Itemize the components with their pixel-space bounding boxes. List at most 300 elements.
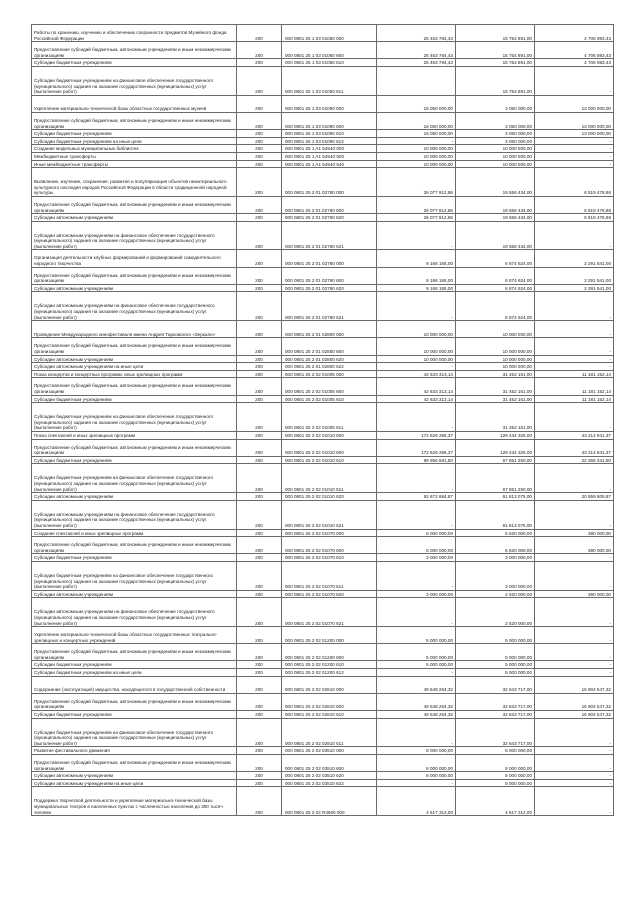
row-executed-amount-cell: 10 000 000,00 (456, 321, 535, 338)
budget-table-body (32, 25, 614, 816)
row-name-cell: Субсидии бюджетным учреждениям на финансовое обеспечение государственного (муниципального) задания на оказание государственных (муниципальных) услуг (выполнение работ) (32, 464, 237, 493)
row-name-cell: Создание спектаклей и иных зрелищных программ (32, 529, 237, 537)
table-row (32, 718, 614, 747)
row-approved-amount-cell: 5 000 000,00 (377, 627, 456, 644)
row-approved-amount-cell: 25 463 784,43 (377, 59, 456, 67)
table-row (32, 755, 614, 772)
row-remaining-amount-cell: - (535, 500, 614, 529)
row-name-cell: Предоставление субсидий бюджетным, автономным учреждениям и иным некоммерческим организациям (32, 644, 237, 661)
row-remaining-amount-cell: - (535, 292, 614, 321)
table-row (32, 321, 614, 338)
table-row (32, 160, 614, 168)
row-name-cell: Субсидии бюджетным учреждениям на финансовое обеспечение государственного (муниципального) задания на оказание государственных (муниципальных) услуг (выполнение работ) (32, 66, 237, 95)
row-line-code-cell: 200 (237, 338, 282, 355)
row-approved-amount-cell: 49 548 264,32 (377, 676, 456, 693)
row-name-cell: Предоставление субсидий бюджетным, автономным учреждениям и иным некоммерческим организациям (32, 196, 237, 213)
row-remaining-amount-cell: - (535, 787, 614, 816)
table-row (32, 493, 614, 501)
row-classification-code-cell: 000 0801 25 2 02 01070 610 (282, 554, 377, 562)
row-line-code-cell: 200 (237, 395, 282, 403)
table-row (32, 711, 614, 719)
table-row (32, 747, 614, 755)
row-line-code-cell: 200 (237, 661, 282, 669)
row-executed-amount-cell: 8 000 000,00 (456, 747, 535, 755)
row-line-code-cell: 200 (237, 25, 282, 42)
row-classification-code-cell: 000 0801 25 2 02 02810 600 (282, 693, 377, 710)
row-name-cell: Субсидии бюджетным учреждениям (32, 711, 237, 719)
row-line-code-cell: 200 (237, 676, 282, 693)
row-classification-code-cell: 000 0801 25 2 01 02800 600 (282, 338, 377, 355)
row-approved-amount-cell: - (377, 464, 456, 493)
row-classification-code-cell: 000 0801 25 2 02 01005 600 (282, 378, 377, 395)
row-remaining-amount-cell: 6 519 478,86 (535, 196, 614, 213)
row-classification-code-cell: 000 0801 25 2 01 02790 621 (282, 292, 377, 321)
table-row (32, 772, 614, 780)
row-line-code-cell: 200 (237, 537, 282, 554)
row-remaining-amount-cell: - (535, 363, 614, 371)
row-line-code-cell: 200 (237, 403, 282, 432)
row-executed-amount-cell: 31 452 161,00 (456, 395, 535, 403)
table-row (32, 137, 614, 145)
row-classification-code-cell: 000 0801 25 2 02 01200 000 (282, 627, 377, 644)
row-name-cell: Субсидии автономным учреждениям (32, 590, 237, 598)
row-approved-amount-cell: 25 463 784,43 (377, 25, 456, 42)
row-remaining-amount-cell: 13 000 000,00 (535, 95, 614, 112)
row-remaining-amount-cell: 4 706 893,43 (535, 42, 614, 59)
row-executed-amount-cell: 19 558 434,00 (456, 168, 535, 197)
row-classification-code-cell: 000 0801 25 1 03 01090 610 (282, 130, 377, 138)
row-approved-amount-cell: 25 463 784,43 (377, 42, 456, 59)
row-line-code-cell: 200 (237, 160, 282, 168)
table-row (32, 59, 614, 67)
row-line-code-cell: 200 (237, 363, 282, 371)
row-remaining-amount-cell: - (535, 561, 614, 590)
row-remaining-amount-cell: 380 000,00 (535, 590, 614, 598)
table-row (32, 145, 614, 153)
table-row (32, 196, 614, 213)
table-row (32, 250, 614, 267)
table-row (32, 267, 614, 284)
table-row (32, 95, 614, 112)
row-executed-amount-cell: 3 000 000,00 (456, 554, 535, 562)
row-name-cell: Предоставление субсидий бюджетным, автономным учреждениям и иным некоммерческим организациям (32, 338, 237, 355)
row-classification-code-cell: 000 0801 25 1 03 01050 611 (282, 66, 377, 95)
row-approved-amount-cell: 6 000 000,00 (377, 537, 456, 554)
row-name-cell: Показ спектаклей и иных зрелищных программ (32, 431, 237, 439)
row-line-code-cell: 200 (237, 370, 282, 378)
row-classification-code-cell: 000 0801 25 1 03 01050 610 (282, 59, 377, 67)
row-name-cell: Поддержка творческой деятельности и укрепление материально-технической базы муниципальных театров в населенных пунктах с численностью населения до 300 тысяч человек (32, 787, 237, 816)
row-executed-amount-cell: 61 813 075,00 (456, 493, 535, 501)
row-name-cell: Субсидии бюджетным учреждениям (32, 395, 237, 403)
table-row (32, 42, 614, 59)
row-classification-code-cell: 000 0801 25 2 02 01070 620 (282, 590, 377, 598)
table-row (32, 669, 614, 677)
row-executed-amount-cell: 5 620 000,00 (456, 537, 535, 554)
row-classification-code-cell: 000 0801 25 2 01 02780 621 (282, 221, 377, 250)
row-approved-amount-cell: 172 629 266,37 (377, 439, 456, 456)
row-name-cell: Субсидии бюджетным учреждениям (32, 661, 237, 669)
row-approved-amount-cell: 10 000 000,00 (377, 355, 456, 363)
row-name-cell: Субсидии автономным учреждениям (32, 284, 237, 292)
row-approved-amount-cell: - (377, 779, 456, 787)
row-classification-code-cell: 000 0801 25 1 03 01090 612 (282, 137, 377, 145)
row-name-cell: Предоставление субсидий бюджетным, автономным учреждениям и иным некоммерческим организациям (32, 267, 237, 284)
row-name-cell: Межбюджетные трансферты (32, 152, 237, 160)
row-approved-amount-cell: - (377, 718, 456, 747)
table-row (32, 456, 614, 464)
row-classification-code-cell: 000 0801 25 1 A1 54540 500 (282, 152, 377, 160)
row-remaining-amount-cell: 13 000 000,00 (535, 112, 614, 129)
row-approved-amount-cell: 10 000 000,00 (377, 160, 456, 168)
row-approved-amount-cell: - (377, 561, 456, 590)
row-classification-code-cell: 000 0801 25 2 02 01070 611 (282, 561, 377, 590)
table-row (32, 403, 614, 432)
row-classification-code-cell: 000 0801 25 2 01 02800 622 (282, 363, 377, 371)
row-name-cell: Предоставление субсидий бюджетным, автономным учреждениям и иным некоммерческим организациям (32, 112, 237, 129)
table-row (32, 130, 614, 138)
row-line-code-cell: 200 (237, 431, 282, 439)
row-name-cell: Предоставление субсидий бюджетным, автономным учреждениям и иным некоммерческим организациям (32, 439, 237, 456)
row-remaining-amount-cell: 11 181 152,14 (535, 378, 614, 395)
row-line-code-cell: 200 (237, 321, 282, 338)
row-classification-code-cell: 000 0801 25 2 02 01010 620 (282, 493, 377, 501)
row-executed-amount-cell: 6 874 624,00 (456, 250, 535, 267)
row-executed-amount-cell: 61 813 075,00 (456, 500, 535, 529)
row-approved-amount-cell: 3 000 000,00 (377, 554, 456, 562)
row-remaining-amount-cell: 380 000,00 (535, 529, 614, 537)
table-row (32, 676, 614, 693)
row-name-cell: Предоставление субсидий бюджетным, автономным учреждениям и иным некоммерческим организациям (32, 537, 237, 554)
row-name-cell: Субсидии бюджетным учреждениям (32, 59, 237, 67)
row-executed-amount-cell: 10 000 000,00 (456, 338, 535, 355)
row-executed-amount-cell: 10 000 000,00 (456, 152, 535, 160)
row-name-cell: Субсидии автономным учреждениям (32, 493, 237, 501)
row-executed-amount-cell: 8 000 000,00 (456, 755, 535, 772)
row-classification-code-cell: 000 0801 25 2 01 02790 000 (282, 250, 377, 267)
row-name-cell: Показ концертов и концертных программ, иных зрелищных программ (32, 370, 237, 378)
row-name-cell: Субсидии автономным учреждениям на финансовое обеспечение государственного (муниципального) задания на оказание государственных (муниципальных) услуг (выполнение работ) (32, 292, 237, 321)
row-line-code-cell: 200 (237, 42, 282, 59)
row-approved-amount-cell: 10 000 000,00 (377, 145, 456, 153)
row-approved-amount-cell: - (377, 403, 456, 432)
row-line-code-cell: 200 (237, 627, 282, 644)
row-classification-code-cell: 000 0801 25 2 02 01005 611 (282, 403, 377, 432)
row-executed-amount-cell: 3 000 000,00 (456, 561, 535, 590)
row-remaining-amount-cell: - (535, 718, 614, 747)
row-executed-amount-cell: 32 643 717,00 (456, 676, 535, 693)
row-classification-code-cell: 000 0801 25 2 01 02790 600 (282, 267, 377, 284)
row-classification-code-cell: 000 0801 25 2 02 01005 000 (282, 370, 377, 378)
table-row (32, 66, 614, 95)
row-approved-amount-cell: 16 050 000,00 (377, 130, 456, 138)
row-remaining-amount-cell: - (535, 747, 614, 755)
row-line-code-cell: 200 (237, 500, 282, 529)
row-name-cell: Субсидии бюджетным учреждениям на иные цели (32, 137, 237, 145)
row-line-code-cell: 200 (237, 493, 282, 501)
row-name-cell: Проведение Международного кинофестиваля имени Андрея Тарковского «Зеркало» (32, 321, 237, 338)
row-remaining-amount-cell: - (535, 321, 614, 338)
row-line-code-cell: 200 (237, 221, 282, 250)
row-remaining-amount-cell: - (535, 355, 614, 363)
row-classification-code-cell: 000 0801 25 2 01 02800 620 (282, 355, 377, 363)
row-name-cell: Предоставление субсидий бюджетным, автономным учреждениям и иным некоммерческим организациям (32, 42, 237, 59)
row-line-code-cell: 200 (237, 711, 282, 719)
row-remaining-amount-cell: 20 859 609,87 (535, 493, 614, 501)
row-name-cell: Субсидии автономным учреждениям на иные цели (32, 363, 237, 371)
row-classification-code-cell: 000 0801 25 2 02 03510 000 (282, 747, 377, 755)
row-line-code-cell: 200 (237, 590, 282, 598)
row-classification-code-cell: 000 0801 25 2 02 02810 000 (282, 676, 377, 693)
row-executed-amount-cell: 31 452 161,00 (456, 370, 535, 378)
row-remaining-amount-cell: 16 904 547,32 (535, 693, 614, 710)
table-row (32, 214, 614, 222)
row-approved-amount-cell: 4 617 312,00 (377, 787, 456, 816)
row-remaining-amount-cell: 6 519 478,86 (535, 168, 614, 197)
row-line-code-cell: 200 (237, 787, 282, 816)
row-approved-amount-cell: 9 166 165,00 (377, 250, 456, 267)
row-classification-code-cell: 000 0801 25 2 02 03510 622 (282, 779, 377, 787)
table-row (32, 529, 614, 537)
table-row (32, 693, 614, 710)
table-row (32, 439, 614, 456)
row-remaining-amount-cell: 2 291 541,00 (535, 267, 614, 284)
row-classification-code-cell: 000 0801 25 2 01 02780 620 (282, 214, 377, 222)
row-line-code-cell: 200 (237, 214, 282, 222)
row-classification-code-cell: 000 0801 25 2 01 02790 620 (282, 284, 377, 292)
row-name-cell: Субсидии автономным учреждениям (32, 355, 237, 363)
row-executed-amount-cell: 3 050 000,00 (456, 137, 535, 145)
row-executed-amount-cell: 31 452 161,00 (456, 378, 535, 395)
row-approved-amount-cell: 10 000 000,00 (377, 152, 456, 160)
row-executed-amount-cell: 10 000 000,00 (456, 160, 535, 168)
row-executed-amount-cell: 4 617 312,00 (456, 787, 535, 816)
row-line-code-cell: 200 (237, 561, 282, 590)
row-approved-amount-cell (377, 66, 456, 95)
row-executed-amount-cell: 8 000 000,00 (456, 779, 535, 787)
row-line-code-cell: 200 (237, 284, 282, 292)
table-row (32, 661, 614, 669)
row-name-cell: Субсидии автономным учреждениям на финансовое обеспечение государственного (муниципального) задания на оказание государственных (муниципальных) услуг (выполнение работ) (32, 598, 237, 627)
row-classification-code-cell: 000 0801 25 2 02 03510 620 (282, 772, 377, 780)
row-classification-code-cell: 000 0801 25 2 02 01010 610 (282, 456, 377, 464)
table-row (32, 537, 614, 554)
row-classification-code-cell: 000 0801 25 1 03 01090 600 (282, 112, 377, 129)
row-executed-amount-cell: 5 000 000,00 (456, 644, 535, 661)
row-remaining-amount-cell: 11 181 152,14 (535, 395, 614, 403)
row-approved-amount-cell: 16 050 000,00 (377, 112, 456, 129)
row-line-code-cell: 200 (237, 196, 282, 213)
row-approved-amount-cell: 89 956 581,50 (377, 456, 456, 464)
row-approved-amount-cell: 42 633 313,14 (377, 378, 456, 395)
row-remaining-amount-cell: - (535, 755, 614, 772)
row-remaining-amount-cell: 22 355 331,50 (535, 456, 614, 464)
row-line-code-cell: 200 (237, 718, 282, 747)
row-classification-code-cell: 000 0801 25 2 01 02780 600 (282, 196, 377, 213)
row-remaining-amount-cell: - (535, 464, 614, 493)
row-classification-code-cell: 000 0801 25 1 03 01050 000 (282, 25, 377, 42)
row-classification-code-cell: 000 0801 25 2 02 01005 610 (282, 395, 377, 403)
row-name-cell: Субсидии бюджетным учреждениям (32, 456, 237, 464)
row-classification-code-cell: 000 0801 25 1 A1 54540 540 (282, 160, 377, 168)
row-remaining-amount-cell: - (535, 137, 614, 145)
row-approved-amount-cell: 42 633 313,14 (377, 370, 456, 378)
table-row (32, 112, 614, 129)
row-classification-code-cell: 000 0801 25 1 03 01050 600 (282, 42, 377, 59)
row-name-cell: Субсидии бюджетным учреждениям на финансовое обеспечение государственного (муниципального) задания на оказание государственных (муниципальных) услуг (выполнение работ) (32, 561, 237, 590)
row-line-code-cell: 200 (237, 130, 282, 138)
row-line-code-cell: 200 (237, 439, 282, 456)
row-line-code-cell: 200 (237, 554, 282, 562)
row-classification-code-cell: 000 0801 25 2 02 01200 600 (282, 644, 377, 661)
row-approved-amount-cell: 9 166 165,00 (377, 267, 456, 284)
table-row (32, 292, 614, 321)
row-approved-amount-cell: 16 050 000,00 (377, 95, 456, 112)
row-executed-amount-cell: 129 434 325,00 (456, 439, 535, 456)
row-executed-amount-cell: 67 651 250,00 (456, 464, 535, 493)
row-line-code-cell: 200 (237, 772, 282, 780)
row-remaining-amount-cell: 2 291 541,00 (535, 250, 614, 267)
row-executed-amount-cell: 3 050 000,00 (456, 130, 535, 138)
row-line-code-cell: 200 (237, 152, 282, 160)
row-classification-code-cell: 000 0801 25 2 02 01010 621 (282, 500, 377, 529)
row-name-cell: Предоставление субсидий бюджетным, автономным учреждениям и иным некоммерческим организациям (32, 755, 237, 772)
row-executed-amount-cell: 15 754 891,00 (456, 25, 535, 42)
row-line-code-cell: 200 (237, 598, 282, 627)
row-remaining-amount-cell: 13 000 000,00 (535, 130, 614, 138)
row-classification-code-cell: 000 0801 25 2 01 02780 000 (282, 168, 377, 197)
row-approved-amount-cell: 26 077 912,86 (377, 168, 456, 197)
row-executed-amount-cell: 2 620 000,00 (456, 598, 535, 627)
row-name-cell: Развитие фестивального движения (32, 747, 237, 755)
row-executed-amount-cell: 31 452 161,00 (456, 403, 535, 432)
row-remaining-amount-cell: - (535, 627, 614, 644)
row-line-code-cell: 200 (237, 644, 282, 661)
table-row (32, 644, 614, 661)
row-classification-code-cell: 000 0801 25 2 01 02800 000 (282, 321, 377, 338)
row-approved-amount-cell: 10 000 000,00 (377, 338, 456, 355)
table-row (32, 500, 614, 529)
row-remaining-amount-cell: 43 214 941,37 (535, 439, 614, 456)
row-remaining-amount-cell: 4 706 893,43 (535, 59, 614, 67)
table-row (32, 395, 614, 403)
row-approved-amount-cell: 8 000 000,00 (377, 772, 456, 780)
row-remaining-amount-cell: 43 214 941,37 (535, 431, 614, 439)
row-name-cell: Субсидии автономным учреждениям (32, 214, 237, 222)
row-line-code-cell: 200 (237, 779, 282, 787)
table-row (32, 25, 614, 42)
row-executed-amount-cell: 3 050 000,00 (456, 112, 535, 129)
budget-table (31, 24, 614, 816)
row-classification-code-cell: 000 0801 25 2 02 01070 000 (282, 529, 377, 537)
row-remaining-amount-cell: - (535, 598, 614, 627)
row-name-cell: Субсидии бюджетным учреждениям на финансовое обеспечение государственного (муниципального) задания на оказание государственных (муниципальных) услуг (выполнение работ) (32, 718, 237, 747)
row-classification-code-cell: 000 0801 25 2 02 01010 000 (282, 431, 377, 439)
row-line-code-cell: 200 (237, 292, 282, 321)
row-remaining-amount-cell: - (535, 145, 614, 153)
row-name-cell: Субсидии автономным учреждениям на финансовое обеспечение государственного (муниципального) задания на оказание государственных (муниципальных) услуг (выполнение работ) (32, 500, 237, 529)
row-name-cell: Предоставление субсидий бюджетным, автономным учреждениям и иным некоммерческим организациям (32, 693, 237, 710)
row-classification-code-cell: 000 0801 25 2 02 01070 600 (282, 537, 377, 554)
row-classification-code-cell: 000 0801 25 2 02 01070 621 (282, 598, 377, 627)
row-classification-code-cell: 000 0801 25 2 02 01010 611 (282, 464, 377, 493)
table-row (32, 284, 614, 292)
row-executed-amount-cell: 15 754 891,00 (456, 66, 535, 95)
row-name-cell: Содержание (эксплуатация) имущества, находящегося в государственной собственности (32, 676, 237, 693)
row-name-cell: Иные межбюджетные трансферты (32, 160, 237, 168)
row-approved-amount-cell: - (377, 221, 456, 250)
row-approved-amount-cell: - (377, 669, 456, 677)
table-row (32, 627, 614, 644)
row-name-cell: Субсидии бюджетным учреждениям на иные цели (32, 669, 237, 677)
row-remaining-amount-cell: - (535, 338, 614, 355)
table-row (32, 787, 614, 816)
row-line-code-cell: 200 (237, 378, 282, 395)
row-line-code-cell: 200 (237, 529, 282, 537)
table-row (32, 590, 614, 598)
row-approved-amount-cell: - (377, 598, 456, 627)
row-name-cell: Укрепление материально-технической базы областных государственных музеев (32, 95, 237, 112)
row-classification-code-cell: 000 0801 25 2 02 01200 612 (282, 669, 377, 677)
row-executed-amount-cell: 19 558 434,00 (456, 221, 535, 250)
row-name-cell: Субсидии автономным учреждениям на финансовое обеспечение государственного (муниципального) задания на оказание государственных (муниципальных) услуг (выполнение работ) (32, 221, 237, 250)
row-approved-amount-cell: 82 672 684,87 (377, 493, 456, 501)
row-name-cell: Укрепление материально-технической базы областных государственных театрально-зрелищных и концертных учреждений (32, 627, 237, 644)
row-executed-amount-cell: 19 558 434,00 (456, 196, 535, 213)
row-approved-amount-cell: 49 548 264,32 (377, 711, 456, 719)
row-classification-code-cell: 000 0801 25 2 02 R4660 000 (282, 787, 377, 816)
row-approved-amount-cell: 8 000 000,00 (377, 747, 456, 755)
table-row (32, 152, 614, 160)
row-approved-amount-cell: 26 077 912,86 (377, 214, 456, 222)
row-remaining-amount-cell: 380 000,00 (535, 537, 614, 554)
row-approved-amount-cell: 9 166 165,00 (377, 284, 456, 292)
row-executed-amount-cell: 15 754 891,00 (456, 59, 535, 67)
row-executed-amount-cell: 10 000 000,00 (456, 355, 535, 363)
row-line-code-cell: 200 (237, 267, 282, 284)
row-remaining-amount-cell: 6 519 478,86 (535, 214, 614, 222)
table-row (32, 464, 614, 493)
budget-document (31, 24, 613, 816)
row-approved-amount-cell: - (377, 363, 456, 371)
table-row (32, 431, 614, 439)
row-line-code-cell: 200 (237, 755, 282, 772)
row-classification-code-cell: 000 0801 25 2 02 01010 600 (282, 439, 377, 456)
table-row (32, 221, 614, 250)
row-remaining-amount-cell: - (535, 772, 614, 780)
row-approved-amount-cell: 5 000 000,00 (377, 644, 456, 661)
row-name-cell: Субсидии бюджетным учреждениям (32, 554, 237, 562)
row-remaining-amount-cell: - (535, 152, 614, 160)
row-classification-code-cell: 000 0801 25 2 02 02810 610 (282, 711, 377, 719)
row-remaining-amount-cell: 16 904 547,32 (535, 711, 614, 719)
row-approved-amount-cell: 6 000 000,00 (377, 529, 456, 537)
row-remaining-amount-cell: 2 291 541,00 (535, 284, 614, 292)
row-executed-amount-cell: 10 000 000,00 (456, 145, 535, 153)
table-row (32, 378, 614, 395)
row-name-cell: Предоставление субсидий бюджетным, автономным учреждениям и иным некоммерческим организациям (32, 378, 237, 395)
row-executed-amount-cell: 6 874 624,00 (456, 284, 535, 292)
row-executed-amount-cell: 32 643 717,00 (456, 718, 535, 747)
row-name-cell: Выявление, изучение, сохранение, развитие и популяризация объектов нематериального культурного наследия народов Российской Федерации в области традиционной народной культуры (32, 168, 237, 197)
row-executed-amount-cell: 67 651 250,00 (456, 456, 535, 464)
row-executed-amount-cell: 10 000 000,00 (456, 363, 535, 371)
table-row (32, 370, 614, 378)
row-remaining-amount-cell: 16 904 547,32 (535, 676, 614, 693)
row-classification-code-cell: 000 0801 25 1 03 01090 000 (282, 95, 377, 112)
table-row (32, 168, 614, 197)
row-classification-code-cell: 000 0801 25 2 02 02810 611 (282, 718, 377, 747)
